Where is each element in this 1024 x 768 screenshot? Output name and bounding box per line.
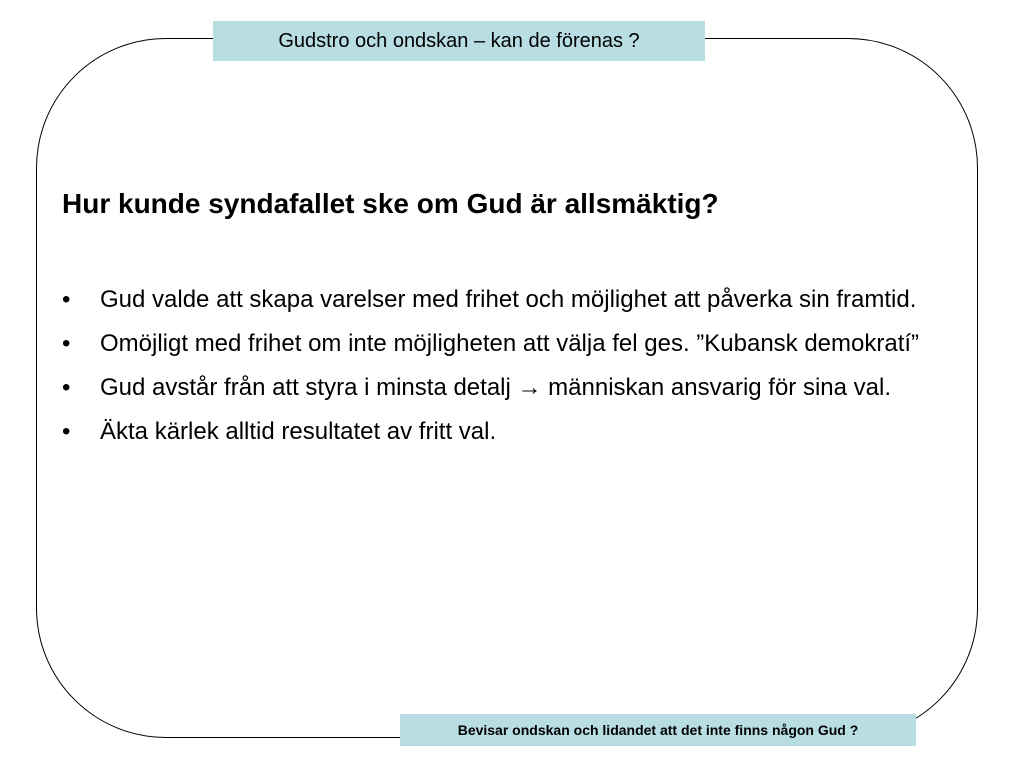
slide-title: Gudstro och ondskan – kan de förenas ? xyxy=(278,30,640,52)
bullet-item xyxy=(62,328,942,360)
bullet-item xyxy=(62,416,942,448)
bullet-text: Äkta kärlek alltid resultatet av fritt val. xyxy=(100,418,497,445)
bullet-text: Gud avstår från att styra i minsta detalj → människan ansvarig för sina val. xyxy=(100,374,892,401)
bullet-list xyxy=(62,284,942,460)
footer-caption: Bevisar ondskan och lidandet att det inte finns någon Gud ? xyxy=(457,722,859,738)
bullet-icon: • xyxy=(62,330,71,357)
bullet-item xyxy=(62,372,942,404)
footer-caption-tab xyxy=(400,714,916,746)
bullet-text: Omöjligt med frihet om inte möjligheten att välja fel ges. ”Kubansk demokratí” xyxy=(100,330,920,357)
bullet-icon: • xyxy=(62,374,71,401)
bullet-icon: • xyxy=(62,418,71,445)
bullet-icon: • xyxy=(62,286,71,313)
page-heading: Hur kunde syndafallet ske om Gud är allsmäktig? xyxy=(62,188,719,219)
slide-title-tab xyxy=(213,21,705,61)
bullet-text: Gud valde att skapa varelser med frihet och möjlighet att påverka sin framtid. xyxy=(100,286,917,313)
bullet-item xyxy=(62,284,942,316)
